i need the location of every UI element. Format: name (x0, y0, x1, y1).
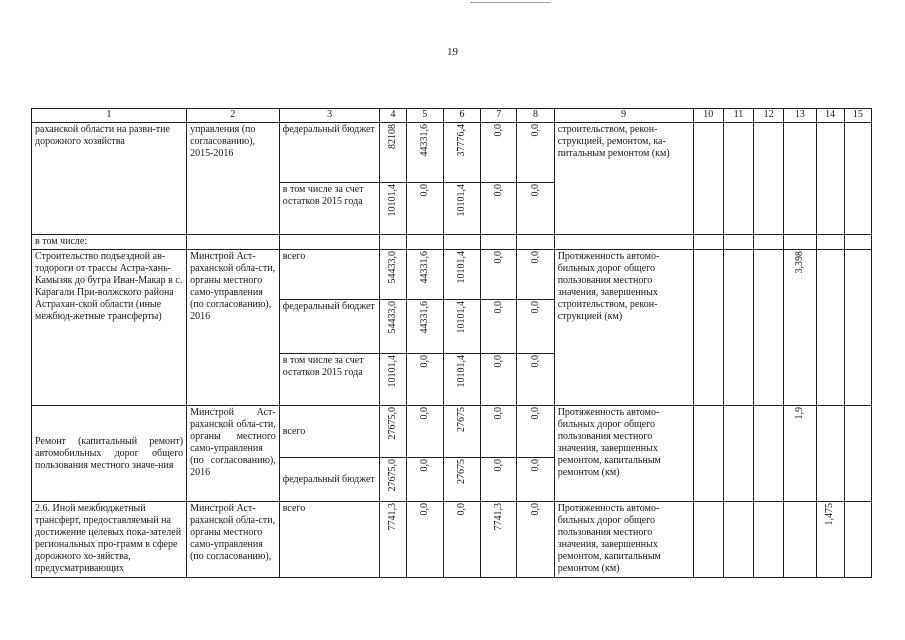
event-name: 2.6. Иной межбюджетный трансферт, предоставляемый на достижение целевых пока-зателей региональных про-грамм в сфере дорожного хо-зяйства, предусматривающих (32, 502, 187, 578)
col-header: 5 (406, 109, 443, 123)
col-header: 6 (443, 109, 480, 123)
col-header: 14 (816, 109, 844, 123)
col-header: 2 (187, 109, 280, 123)
indicator-value (723, 123, 753, 235)
amount-year: 0,0 (418, 355, 430, 368)
executor: Минстрой Аст-раханской обла-сти, органы местного само-управления (по согласованию), 2016 (187, 406, 280, 502)
amount-year: 7741,3 (492, 503, 504, 531)
indicator: Протяженность автомо-бильных дорог общего пользования местного значения, завершенных ремонтом, капитальным ремонтом (км) (554, 502, 693, 578)
amount-year: 44331,6 (418, 301, 430, 334)
amount-total: 54433,0 (387, 251, 399, 284)
indicator-value (844, 123, 871, 235)
amount-total: 10101,4 (387, 355, 399, 388)
indicator-value (723, 502, 753, 578)
col-header: 8 (517, 109, 554, 123)
amount-total: 27675,0 (387, 459, 399, 492)
amount-year: 0,0 (529, 184, 541, 197)
program-table (31, 108, 872, 578)
indicator-value: 3,398 (793, 251, 805, 274)
indicator-value (844, 250, 871, 406)
indicator: Протяженность автомо-бильных дорог общего пользования местного значения, завершенных строительством, рекон-струкцией (км) (554, 250, 693, 406)
amount-total: 27675,0 (387, 407, 399, 440)
col-header: 10 (693, 109, 723, 123)
amount-year: 27675 (456, 459, 468, 484)
amount-year: 0,0 (492, 301, 504, 314)
amount-year: 0,0 (529, 301, 541, 314)
amount-year: 0,0 (418, 459, 430, 472)
event-name: Строительство подъездной ав-тодороги от трассы Астра-хань-Камызяк до бугра Иван-Макар в с. Карагали При-волжского района Астрахан-ской области (иные межбюд-жетные трансферты) (32, 250, 187, 406)
event-name: раханской области на разви-тие дорожного хозяйства (32, 123, 187, 235)
executor: Минстрой Аст-раханской обла-сти, органы местного само-управления (по согласованию), 2016 (187, 250, 280, 406)
amount-year: 10101,4 (456, 184, 468, 217)
indicator-value: 1,475 (824, 503, 836, 526)
table-row (32, 502, 872, 578)
amount-year: 10101,4 (456, 301, 468, 334)
indicator: строительством, рекон-струкцией, ремонтом, ка-питальным ремонтом (км) (554, 123, 693, 235)
amount-year: 0,0 (492, 459, 504, 472)
amount-total: 54433,0 (387, 301, 399, 334)
indicator-value (693, 123, 723, 235)
col-header: 7 (481, 109, 517, 123)
executor: Минстрой Аст-раханской обла-сти, органы местного само-управления (по согласованию), (187, 502, 280, 578)
funding-source: всего (279, 406, 380, 458)
amount-total: 10101,4 (387, 184, 399, 217)
event-name: Ремонт (капитальный ремонт) автомобильных дорог общего пользования местного значе-ния (32, 406, 187, 502)
funding-source: всего (279, 502, 380, 578)
table-row (32, 235, 872, 250)
funding-source: федеральный бюджет (279, 458, 380, 502)
indicator-value (754, 250, 784, 406)
amount-year: 37776,4 (456, 124, 468, 157)
amount-year: 0,0 (529, 459, 541, 472)
amount-year: 10101,4 (456, 251, 468, 284)
top-rule (470, 2, 550, 3)
indicator-value (754, 123, 784, 235)
amount-total: 7741,3 (387, 503, 399, 531)
amount-year: 44331,6 (418, 124, 430, 157)
amount-year: 0,0 (529, 355, 541, 368)
amount-year: 0,0 (529, 407, 541, 420)
indicator-value (816, 123, 844, 235)
indicator-value (723, 406, 753, 502)
table-row (32, 123, 872, 183)
col-header: 3 (279, 109, 380, 123)
indicator-value (723, 250, 753, 406)
header-row (32, 109, 872, 123)
table-row (32, 250, 872, 300)
amount-year: 0,0 (492, 124, 504, 137)
indicator-value (844, 502, 871, 578)
amount-year: 27675 (456, 407, 468, 432)
funding-source: в том числе за счет остатков 2015 года (279, 183, 380, 235)
col-header: 12 (754, 109, 784, 123)
indicator-value (816, 250, 844, 406)
col-header: 9 (554, 109, 693, 123)
amount-year: 10101,4 (456, 355, 468, 388)
indicator-value (693, 406, 723, 502)
amount-year: 44331,6 (418, 251, 430, 284)
table-row (32, 406, 872, 458)
indicator: Протяженность автомо-бильных дорог общего пользования местного значения, завершенных ремонтом, капитальным ремонтом (км) (554, 406, 693, 502)
indicator-value (754, 406, 784, 502)
amount-total: 82108 (387, 124, 399, 149)
indicator-value (784, 123, 816, 235)
indicator-value (754, 502, 784, 578)
amount-year: 0,0 (529, 503, 541, 516)
amount-year: 0,0 (492, 251, 504, 264)
indicator-value (816, 406, 844, 502)
amount-year: 0,0 (418, 184, 430, 197)
executor: управления (по согласованию), 2015-2016 (187, 123, 280, 235)
amount-year: 0,0 (529, 124, 541, 137)
col-header: 13 (784, 109, 816, 123)
amount-year: 0,0 (456, 503, 468, 516)
indicator-value (844, 406, 871, 502)
indicator-value: 1,9 (793, 407, 805, 420)
funding-source: в том числе за счет остатков 2015 года (279, 354, 380, 406)
page-number: 19 (447, 46, 458, 58)
amount-year: 0,0 (418, 503, 430, 516)
amount-year: 0,0 (529, 251, 541, 264)
funding-source: всего (279, 250, 380, 300)
indicator-value (693, 502, 723, 578)
subheading: в том числе: (32, 235, 187, 250)
col-header: 11 (723, 109, 753, 123)
amount-year: 0,0 (492, 355, 504, 368)
funding-source: федеральный бюджет (279, 123, 380, 183)
funding-source: федеральный бюджет (279, 300, 380, 354)
amount-year: 0,0 (418, 407, 430, 420)
indicator-value (784, 502, 816, 578)
col-header: 1 (32, 109, 187, 123)
col-header: 4 (380, 109, 406, 123)
amount-year: 0,0 (492, 184, 504, 197)
indicator-value (693, 250, 723, 406)
col-header: 15 (844, 109, 871, 123)
amount-year: 0,0 (492, 407, 504, 420)
